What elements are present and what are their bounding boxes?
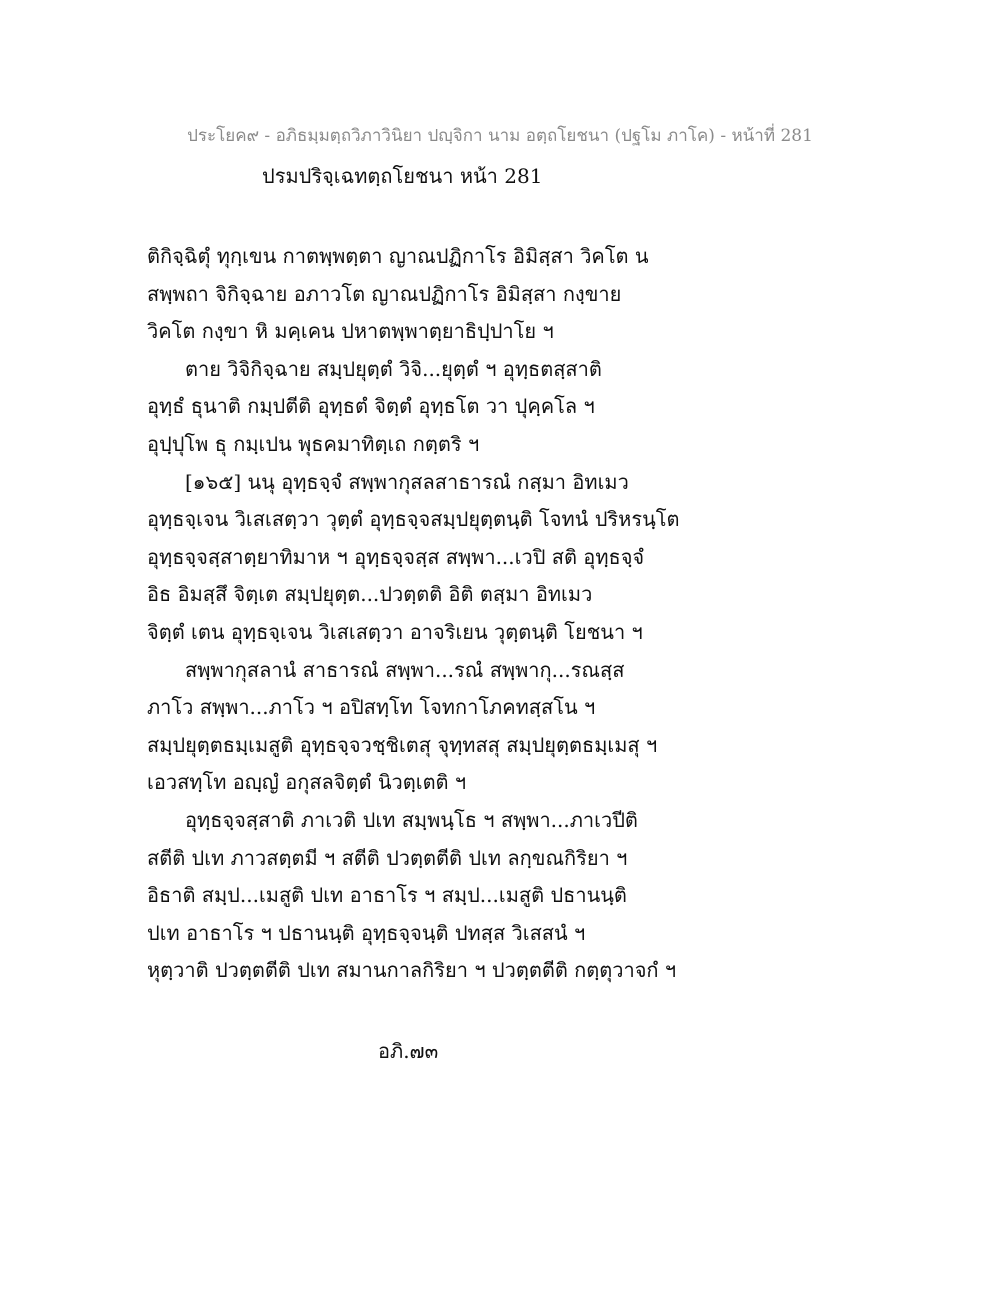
text-line: อุทฺธจฺเจน วิเสเสตฺวา วุตฺตํ อุทฺธจฺจสมฺปยุตฺตนฺติ โจทนํ ปริหรนฺโต xyxy=(147,507,680,532)
text-line: อุปฺปุโพ ธุ กมฺเปน พุธคมาทิตฺเถ กตฺตริ ฯ xyxy=(147,431,480,456)
text-line: เอวสทฺโท อญฺญํ อกุสลจิตฺตํ นิวตฺเตติ ฯ xyxy=(147,770,467,795)
text-line: อุทฺธํ ธุนาติ กมฺปตีติ อุทฺธตํ จิตฺตํ อุทฺธโต วา ปุคฺคโล ฯ xyxy=(147,394,595,419)
body-text xyxy=(147,238,707,990)
text-line: อิธาติ สมฺป...เมสูติ ปเท อาธาโร ฯ สมฺป...เมสูติ ปธานนฺติ xyxy=(147,883,627,908)
text-line: ติกิจฺฉิตุํ ทุกฺเขน กาตพฺพตฺตา ญาณปฏิกาโร อิมิสฺสา วิคโต น xyxy=(147,244,649,268)
text-line: วิคโต กงฺขา หิ มคฺเคน ปหาตพฺพาตฺยาธิปฺปาโย ฯ xyxy=(147,319,554,344)
text-line: อิธ อิมสฺสึ จิตฺเต สมฺปยุตฺต...ปวตฺตติ อิติ ตสฺมา อิทเมว xyxy=(147,582,593,607)
text-line: สตีติ ปเท ภาวสตฺตมี ฯ สตีติ ปวตฺตตีติ ปเท ลกฺขณกิริยา ฯ xyxy=(147,845,628,870)
text-line: ปเท อาธาโร ฯ ปธานนฺติ อุทฺธจฺจนฺติ ปทสฺส วิเสสนํ ฯ xyxy=(147,920,586,945)
text-line: จิตฺตํ เตน อุทฺธจฺเจน วิเสเสตฺวา อาจริเยน วุตฺตนฺติ โยชนา ฯ xyxy=(147,619,643,644)
text-line: [๑๖๕] นนุ อุทฺธจฺจํ สพฺพากุสลสาธารณํ กสฺมา อิทเมว xyxy=(185,469,629,494)
text-line: ตาย วิจิกิจฺฉาย สมฺปยุตฺตํ วิจิ...ยุตฺตํ ฯ อุทฺธตสฺสาติ xyxy=(185,356,602,381)
text-line: อุทฺธจฺจสฺสาติ ภาเวติ ปเท สมฺพนฺโธ ฯ สพฺพา...ภาเวปีติ xyxy=(185,807,638,832)
text-line: ภาโว สพฺพา...ภาโว ฯ อปิสทฺโท โจทกาโภคทสฺสโน ฯ xyxy=(147,695,596,720)
text-line: สพฺพถา จิกิจฺฉาย อภาวโต ญาณปฏิกาโร อิมิสฺสา กงฺขาย xyxy=(147,281,622,306)
page-title: ปรมปริจฺเฉทตฺถโยชนา หน้า 281 xyxy=(262,164,543,188)
running-header: ประโยค๙ - อภิธมฺมตฺถวิภาวินิยา ปญฺจิกา นาม อตฺถโยชนา (ปฐโม ภาโค) - หน้าที่ 281 xyxy=(187,126,813,146)
text-line: สมฺปยุตฺตธมฺเมสูติ อุทฺธจฺจวชฺชิเตสุ จุทฺทสสุ สมฺปยุตฺตธมฺเมสุ ฯ xyxy=(147,732,658,757)
page-signature: อภิ.๗๓ xyxy=(378,1039,439,1063)
text-line: สพฺพากุสลานํ สาธารณํ สพฺพา...รณํ สพฺพากุ...รณสฺส xyxy=(185,657,625,682)
text-line: หุตฺวาติ ปวตฺตตีติ ปเท สมานกาลกิริยา ฯ ปวตฺตตีติ กตฺตุวาจกํ ฯ xyxy=(147,958,677,983)
text-line: อุทฺธจฺจสฺสาตฺยาทิมาห ฯ อุทฺธจฺจสฺส สพฺพา...เวปิ สติ อุทฺธจฺจํ xyxy=(147,544,645,569)
